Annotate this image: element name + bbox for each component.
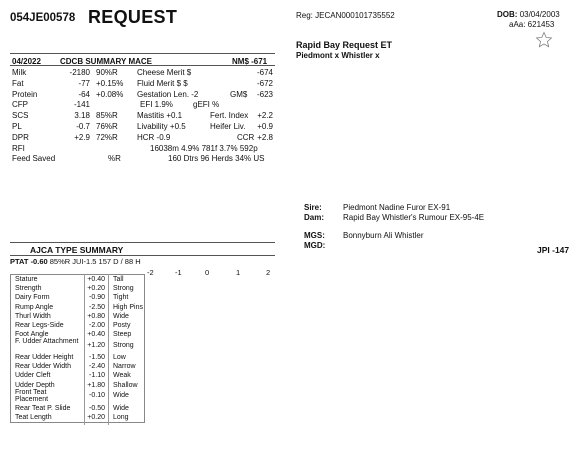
cdcb-index-value: -623: [256, 89, 273, 99]
cdcb-index-name: 16038m 4.9% 781f 3.7% 592p: [150, 143, 258, 153]
trait-value: +1.80: [87, 381, 105, 389]
cdcb-index-label: Heifer Liv.: [210, 122, 246, 131]
dam-name: Rapid Bay Whistler's Rumour EX-95-4E: [343, 213, 485, 222]
trait-descriptor: Posty: [113, 321, 131, 329]
cdcb-index-value: +2.8: [257, 132, 273, 142]
trait-value: -1.50: [89, 354, 105, 362]
trait-descriptor: Wide: [113, 312, 129, 320]
trait-name: F. Udder Attachment: [15, 338, 79, 346]
cdcb-index-label: gEFI %: [193, 100, 220, 110]
type-trait-row: [11, 362, 144, 371]
trait-name: Udder Cleft: [15, 372, 51, 380]
sire-row: [304, 203, 322, 212]
cdcb-trait-value: +2.9: [74, 132, 90, 142]
trait-descriptor: Tight: [113, 294, 129, 302]
trait-descriptor: Shallow: [113, 381, 138, 389]
mgs-name: Bonnyburn Ali Whistler: [343, 231, 424, 240]
cdcb-row: [0, 111, 280, 121]
bull-name: Rapid Bay Request ET: [296, 40, 393, 50]
cdcb-row: [0, 100, 280, 110]
trait-value: +1.20: [87, 341, 105, 349]
trait-descriptor: Strong: [113, 341, 134, 349]
type-trait-row: [11, 321, 144, 330]
cdcb-index-value: -672: [256, 78, 273, 88]
cdcb-index-name: Fluid Merit $ $: [137, 78, 188, 88]
trait-value: -0.10: [89, 392, 105, 400]
trait-name: Rump Angle: [15, 303, 54, 311]
ptat-details: 85%R JUI-1.5 157 D / 88 H: [49, 257, 141, 266]
trait-descriptor: Tall: [113, 276, 124, 283]
cdcb-row: [0, 154, 280, 164]
trait-descriptor: Narrow: [113, 363, 136, 371]
aaa-code: aAa: 621453: [509, 20, 555, 29]
divider: [10, 255, 275, 256]
cdcb-row: [0, 90, 280, 100]
cdcb-trait-value: -64: [78, 89, 90, 99]
cdcb-index-value: +2.2: [257, 111, 273, 121]
jpi-value: JPI -147: [537, 245, 570, 255]
registration-code: 054JE00578: [10, 12, 76, 24]
cdcb-row: [0, 133, 280, 143]
type-trait-row: [11, 413, 144, 422]
trait-name: Rear Legs-Side: [15, 321, 64, 329]
cdcb-reliability: 76%R: [96, 122, 118, 131]
trait-value: -0.90: [89, 294, 105, 302]
trait-descriptor: Weak: [113, 372, 131, 380]
trait-value: -1.10: [89, 372, 105, 380]
cdcb-trait-name: PL: [12, 122, 22, 131]
trait-descriptor: Wide: [113, 392, 129, 400]
dam-label: Dam:: [304, 213, 325, 222]
trait-value: +0.80: [87, 312, 105, 320]
divider: [10, 242, 275, 243]
divider: [84, 274, 85, 425]
trait-name: Rear Udder Width: [15, 363, 72, 371]
cdcb-index-name: Mastitis +0.1: [137, 111, 183, 121]
cdcb-index-label: Fert. Index: [210, 111, 249, 121]
star-icon[interactable]: [535, 31, 553, 49]
cdcb-reliability: +0.15%: [96, 78, 124, 88]
mgs-label: MGS:: [304, 231, 325, 240]
trait-name: Thurl Width: [15, 312, 51, 320]
sire-name: Piedmont Nadine Furor EX-91: [343, 203, 451, 212]
trait-descriptor: High Pins: [113, 303, 143, 311]
divider: [10, 65, 275, 66]
cdcb-trait-value: -2180: [69, 68, 90, 77]
cdcb-row: [0, 144, 280, 154]
cdcb-row: [0, 79, 280, 89]
cdcb-row: [0, 122, 280, 132]
cdcb-index-label: GM$: [230, 89, 248, 99]
trait-name: Stature: [15, 276, 38, 283]
cdcb-index-value: +0.9: [257, 122, 273, 131]
bull-pedigree-line: Piedmont x Whistler x: [296, 51, 380, 60]
cdcb-trait-name: Fat: [12, 78, 24, 88]
type-trait-row: [11, 312, 144, 321]
trait-descriptor: Long: [113, 413, 129, 421]
scale-tick-label: 0: [205, 268, 210, 277]
sire-label: Sire:: [304, 203, 322, 212]
type-trait-row: [11, 293, 144, 302]
cdcb-trait-value: -0.7: [76, 122, 90, 131]
divider: [10, 53, 275, 54]
dam-row: [304, 213, 324, 222]
trait-name: Rear Teat P. Slide: [15, 404, 71, 412]
trait-value: +0.20: [87, 285, 105, 293]
scale-tick-label: 2: [266, 268, 271, 277]
type-trait-row: [11, 353, 144, 362]
cdcb-index-label: CCR: [237, 132, 255, 142]
cdcb-index-name: Gestation Len. -2: [137, 89, 199, 99]
page-title: REQUEST: [88, 7, 178, 27]
type-summary-title: AJCA TYPE SUMMARY: [30, 245, 124, 255]
ptat-row: [10, 257, 141, 266]
cdcb-index-name: HCR -0.9: [137, 132, 171, 142]
trait-name: Rear Udder Height: [15, 354, 74, 362]
trait-value: -0.50: [89, 404, 105, 412]
cdcb-trait-name: Feed Saved: [12, 154, 56, 164]
type-trait-row: [11, 404, 144, 413]
type-trait-row: [11, 275, 144, 284]
type-trait-row: [11, 339, 144, 353]
type-trait-row: [11, 303, 144, 312]
trait-value: -2.40: [89, 363, 105, 371]
trait-value: -2.00: [89, 321, 105, 329]
trait-name: Front Teat Placement: [15, 388, 49, 403]
trait-value: +0.40: [87, 331, 105, 339]
trait-name: Foot Angle: [15, 331, 49, 339]
type-trait-row: [11, 390, 144, 404]
dob-value: 03/04/2003: [519, 10, 560, 19]
cdcb-trait-value: -77: [78, 78, 90, 88]
cdcb-trait-name: SCS: [12, 111, 29, 121]
divider: [108, 274, 109, 425]
cdcb-row: [0, 68, 280, 78]
cdcb-index-name: EFI 1.9%: [140, 100, 173, 110]
cdcb-reliability: 72%R: [96, 132, 118, 142]
trait-value: +0.40: [87, 276, 105, 283]
ptat-value: -0.60: [30, 257, 48, 266]
ptat-label: PTAT: [10, 257, 29, 266]
scale-tick-label: 1: [236, 268, 241, 277]
cdcb-title: CDCB SUMMARY MACE: [60, 57, 152, 66]
scale-tick-label: -2: [147, 268, 154, 277]
trait-value: -2.50: [89, 303, 105, 311]
type-trait-row: [11, 284, 144, 293]
cdcb-reliability: %R: [108, 154, 121, 164]
cdcb-index-value: -674: [256, 68, 273, 77]
cdcb-trait-value: -141: [73, 100, 90, 110]
trait-name: Udder Depth: [15, 381, 55, 389]
cdcb-index-name: Cheese Merit $: [137, 68, 192, 77]
scale-tick-label: -1: [175, 268, 182, 277]
dob-label: DOB:: [497, 10, 518, 19]
cdcb-reliability: 85%R: [96, 111, 118, 121]
cdcb-trait-value: 3.18: [74, 111, 90, 121]
cdcb-reliability: +0.08%: [96, 89, 124, 99]
trait-name: Dairy Form: [15, 294, 50, 302]
trait-descriptor: Low: [113, 354, 126, 362]
cdcb-reliability: 90%R: [96, 68, 118, 77]
cdcb-trait-name: CFP: [12, 100, 28, 110]
trait-descriptor: Steep: [113, 331, 132, 339]
cdcb-index-name: Livability +0.5: [137, 122, 186, 131]
cdcb-trait-name: Milk: [12, 68, 27, 77]
mgs-row: [304, 231, 325, 240]
reg-number: Reg: JECAN000101735552: [296, 11, 395, 20]
type-trait-row: [11, 371, 144, 380]
cdcb-trait-name: DPR: [12, 132, 29, 142]
trait-value: +0.20: [87, 413, 105, 421]
trait-name: Teat Length: [15, 413, 52, 421]
cdcb-trait-name: RFI: [12, 143, 25, 153]
cdcb-date: 04/2022: [12, 57, 41, 66]
mgd-label: MGD:: [304, 241, 326, 250]
dob: [497, 10, 560, 19]
trait-name: Strength: [15, 285, 42, 293]
cdcb-trait-name: Protein: [12, 89, 38, 99]
type-traits-table: [10, 274, 145, 423]
nm-dollar: NM$ -671: [232, 57, 268, 66]
mgd-row: [304, 241, 325, 250]
trait-descriptor: Wide: [113, 404, 129, 412]
trait-descriptor: Strong: [113, 285, 134, 293]
cdcb-index-name: 160 Dtrs 96 Herds 34% US: [168, 154, 265, 164]
